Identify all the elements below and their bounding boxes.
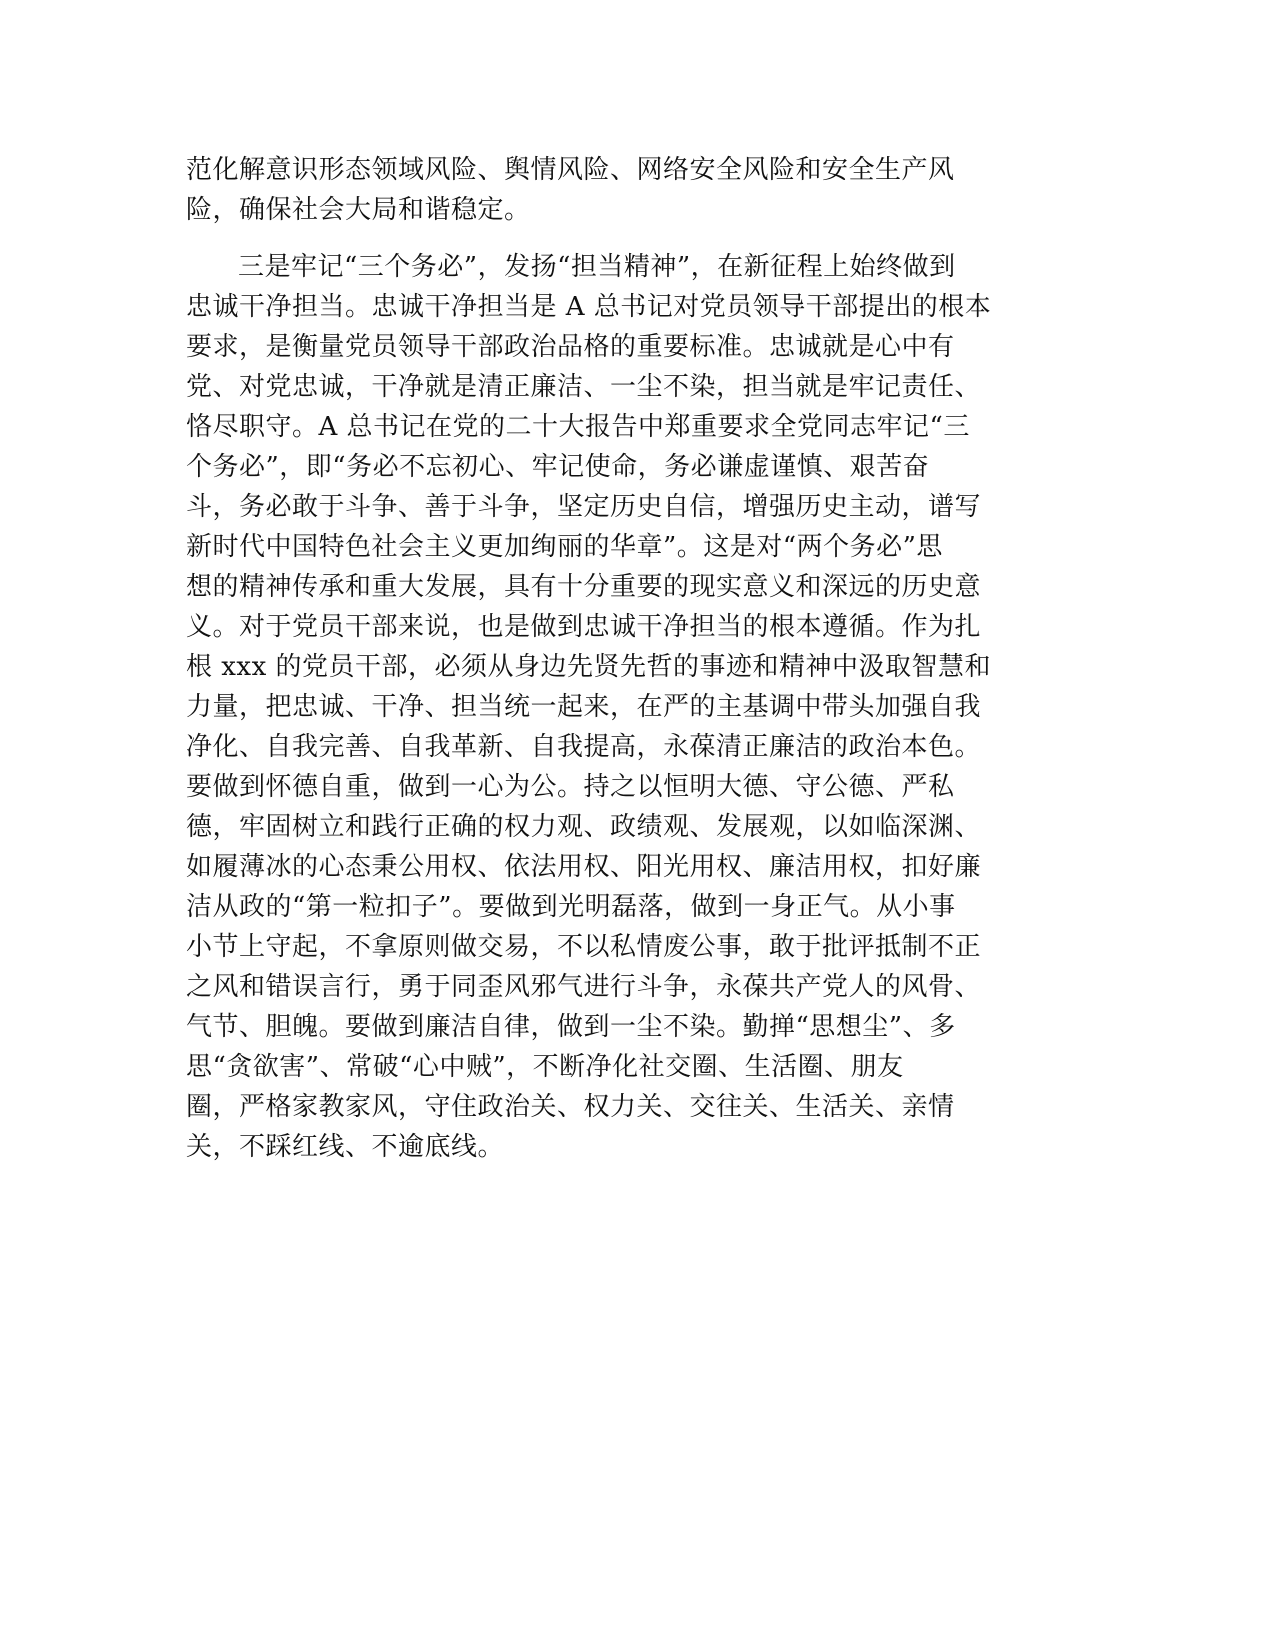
text-line-first: 三是牢记“三个务必”，发扬“担当精神”，在新征程上始终做到 xyxy=(238,252,956,282)
text-line: 范化解意识形态领域风险、舆情风险、网络安全风险和安全生产风 xyxy=(186,155,955,185)
text-line: 德，牢固树立和践行正确的权力观、政绩观、发展观，以如临深渊、 xyxy=(186,812,982,842)
text-line: 险，确保社会大局和谐稳定。 xyxy=(186,195,531,225)
text-line: 斗，务必敢于斗争、善于斗争，坚定历史自信，增强历史主动，谱写 xyxy=(186,492,982,522)
text-line: 想的精神传承和重大发展，具有十分重要的现实意义和深远的历史意 xyxy=(186,572,982,602)
text-line: 恪尽职守。A 总书记在党的二十大报告中郑重要求全党同志牢记“三 xyxy=(186,412,970,442)
text-line: 新时代中国特色社会主义更加绚丽的华章”。这是对“两个务必”思 xyxy=(186,532,943,562)
text-line: 洁从政的“第一粒扣子”。要做到光明磊落，做到一身正气。从小事 xyxy=(186,892,956,922)
text-line: 圈，严格家教家风，守住政治关、权力关、交往关、生活关、亲情 xyxy=(186,1092,955,1122)
text-line: 净化、自我完善、自我革新、自我提高，永葆清正廉洁的政治本色。 xyxy=(186,732,982,762)
text-line: 之风和错误言行，勇于同歪风邪气进行斗争，永葆共产党人的风骨、 xyxy=(186,972,982,1002)
text-line: 气节、胆魄。要做到廉洁自律，做到一尘不染。勤掸“思想尘”、多 xyxy=(186,1012,956,1042)
text-line: 小节上守起，不拿原则做交易，不以私情废公事，敢于批评抵制不正 xyxy=(186,932,982,962)
text-line: 忠诚干净担当。忠诚干净担当是 A 总书记对党员领导干部提出的根本 xyxy=(186,292,992,322)
text-line: 个务必”，即“务必不忘初心、牢记使命，务必谦虚谨慎、艰苦奋 xyxy=(186,452,930,482)
text-line: 力量，把忠诚、干净、担当统一起来，在严的主基调中带头加强自我 xyxy=(186,692,982,722)
text-line: 如履薄冰的心态秉公用权、依法用权、阳光用权、廉洁用权，扣好廉 xyxy=(186,852,982,882)
text-line: 根 xxx 的党员干部，必须从身边先贤先哲的事迹和精神中汲取智慧和 xyxy=(186,652,992,682)
paragraph-three-musts xyxy=(186,247,1086,1167)
text-line-last: 关，不踩红线、不逾底线。 xyxy=(186,1132,505,1162)
text-line: 思“贪欲害”、常破“心中贼”，不断净化社交圈、生活圈、朋友 xyxy=(186,1052,904,1082)
text-line: 义。对于党员干部来说，也是做到忠诚干净担当的根本遵循。作为扎 xyxy=(186,612,982,642)
paragraph-continuation xyxy=(186,150,1086,230)
text-line: 要求，是衡量党员领导干部政治品格的重要标准。忠诚就是心中有 xyxy=(186,332,955,362)
text-line: 要做到怀德自重，做到一心为公。持之以恒明大德、守公德、严私 xyxy=(186,772,955,802)
text-line: 党、对党忠诚，干净就是清正廉洁、一尘不染，担当就是牢记责任、 xyxy=(186,372,982,402)
